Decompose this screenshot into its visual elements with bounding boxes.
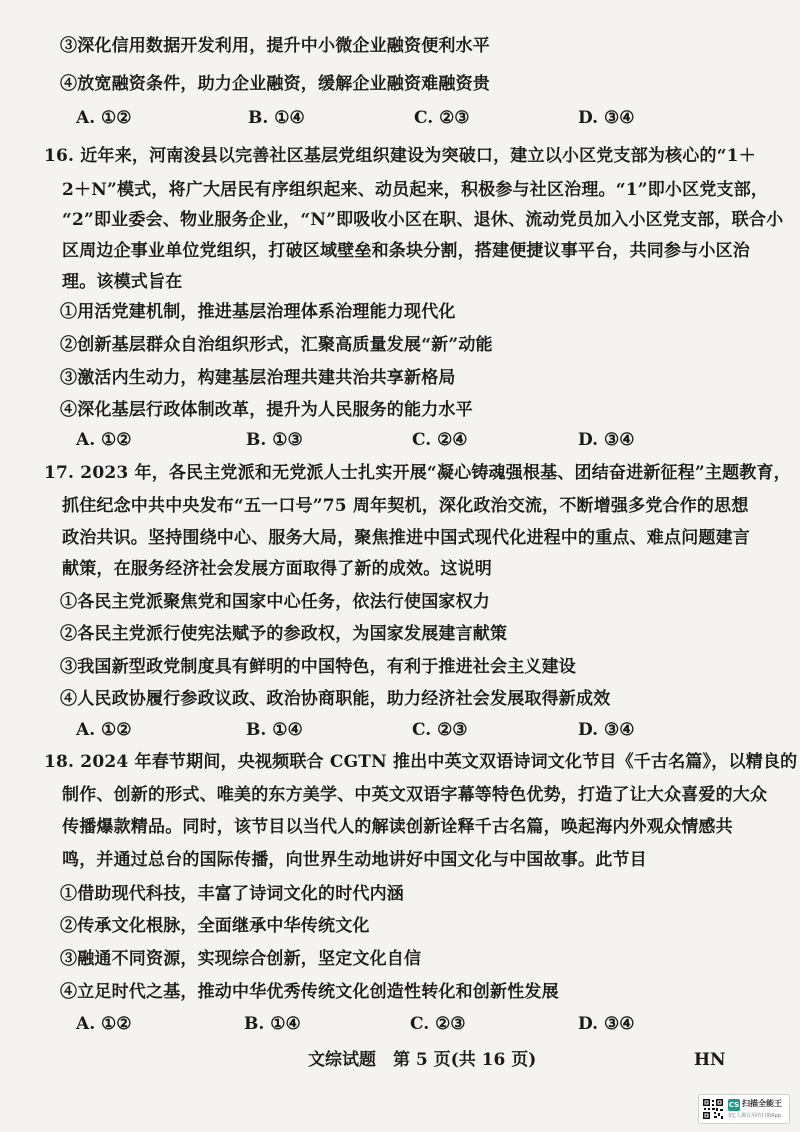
- q15-item-3: ③深化信用数据开发利用，提升中小微企业融资便利水平: [60, 36, 490, 56]
- q17-item-4: ④人民政协履行参政议政、政治协商职能，助力经济社会发展取得新成效: [60, 689, 611, 709]
- q17-stem-line: 政治共识。坚持围绕中心、服务大局，聚焦推进中国式现代化进程中的重点、难点问题建言: [62, 528, 750, 548]
- scanner-subtitle: 3亿人都在用的扫描App: [728, 1113, 781, 1119]
- q15-option-a: A. ①②: [76, 108, 132, 128]
- q15-option-c: C. ②③: [414, 108, 470, 128]
- exam-code: HN: [694, 1050, 726, 1070]
- q16-item-3: ③激活内生动力，构建基层治理共建共治共享新格局: [60, 368, 456, 388]
- q18-stem-line: 传播爆款精品。同时，该节目以当代人的解读创新诠释千古名篇，唤起海内外观众情感共: [62, 817, 733, 837]
- q16-stem-line: “2”即业委会、物业服务企业，“N”即吸收小区在职、退休、流动党员加入小区党支部，联合小: [62, 210, 784, 230]
- q16-stem-line: 区周边企事业单位党组织，打破区域壁垒和条块分割，搭建便捷议事平台，共同参与小区治: [62, 241, 750, 261]
- q18-item-2: ②传承文化根脉，全面继承中华传统文化: [60, 916, 370, 936]
- q17-option-a: A. ①②: [76, 720, 132, 740]
- q18-option-b: B. ①④: [244, 1014, 301, 1034]
- q17-item-2: ②各民主党派行使宪法赋予的参政权，为国家发展建言献策: [60, 624, 508, 644]
- q16-option-d: D. ③④: [578, 430, 635, 450]
- q18-stem-line: 18. 2024 年春节期间，央视频联合 CGTN 推出中英文双语诗词文化节目《千古名篇》，以精良的: [44, 752, 798, 772]
- q16-stem-line: 理。该模式旨在: [62, 272, 183, 292]
- q16-item-1: ①用活党建机制，推进基层治理体系治理能力现代化: [60, 302, 456, 322]
- q15-item-4: ④放宽融资条件，助力企业融资，缓解企业融资难融资贵: [60, 74, 490, 94]
- q17-stem-line: 献策，在服务经济社会发展方面取得了新的成效。这说明: [62, 559, 492, 579]
- camscanner-logo-icon: CS: [728, 1101, 740, 1109]
- q18-option-d: D. ③④: [578, 1014, 635, 1034]
- q18-item-4: ④立足时代之基，推动中华优秀传统文化创造性转化和创新性发展: [60, 982, 559, 1002]
- q15-option-d: D. ③④: [578, 108, 635, 128]
- scanner-title: 扫描全能王: [742, 1099, 782, 1108]
- scanner-watermark: [698, 1094, 790, 1124]
- q17-stem-line: 抓住纪念中共中央发布“五一口号”75 周年契机，深化政治交流，不断增强多党合作的思想: [62, 496, 749, 516]
- q18-option-a: A. ①②: [76, 1014, 132, 1034]
- q16-option-b: B. ①③: [246, 430, 303, 450]
- q18-item-1: ①借助现代科技，丰富了诗词文化的时代内涵: [60, 884, 404, 904]
- q18-stem-line: 鸣，并通过总台的国际传播，向世界生动地讲好中国文化与中国故事。此节目: [62, 850, 647, 870]
- q17-option-d: D. ③④: [578, 720, 635, 740]
- q16-stem-line: 16. 近年来，河南浚县以完善社区基层党组织建设为突破口，建立以小区党支部为核心的“1＋: [44, 146, 756, 166]
- q17-item-3: ③我国新型政党制度具有鲜明的中国特色，有利于推进社会主义建设: [60, 657, 576, 677]
- q16-option-a: A. ①②: [76, 430, 132, 450]
- q18-stem-line: 制作、创新的形式、唯美的东方美学、中英文双语字幕等特色优势，打造了让大众喜爱的大众: [62, 785, 768, 805]
- q17-stem-line: 17. 2023 年，各民主党派和无党派人士扎实开展“凝心铸魂强根基、团结奋进新征程”主题教育，: [44, 463, 791, 483]
- q17-item-1: ①各民主党派聚焦党和国家中心任务，依法行使国家权力: [60, 592, 490, 612]
- page-footer: 文综试题 第 5 页(共 16 页): [308, 1050, 537, 1070]
- q18-item-3: ③融通不同资源，实现综合创新，坚定文化自信: [60, 949, 422, 969]
- q16-item-2: ②创新基层群众自治组织形式，汇聚高质量发展“新”动能: [60, 335, 493, 355]
- qr-code-icon: [702, 1098, 724, 1120]
- q16-item-4: ④深化基层行政体制改革，提升为人民服务的能力水平: [60, 400, 473, 420]
- q16-stem-line: 2＋N”模式，将广大居民有序组织起来、动员起来，积极参与社区治理。“1”即小区党支部，: [62, 180, 769, 200]
- q15-option-b: B. ①④: [248, 108, 305, 128]
- q18-option-c: C. ②③: [410, 1014, 466, 1034]
- q17-option-c: C. ②③: [412, 720, 468, 740]
- q17-option-b: B. ①④: [246, 720, 303, 740]
- q16-option-c: C. ②④: [412, 430, 468, 450]
